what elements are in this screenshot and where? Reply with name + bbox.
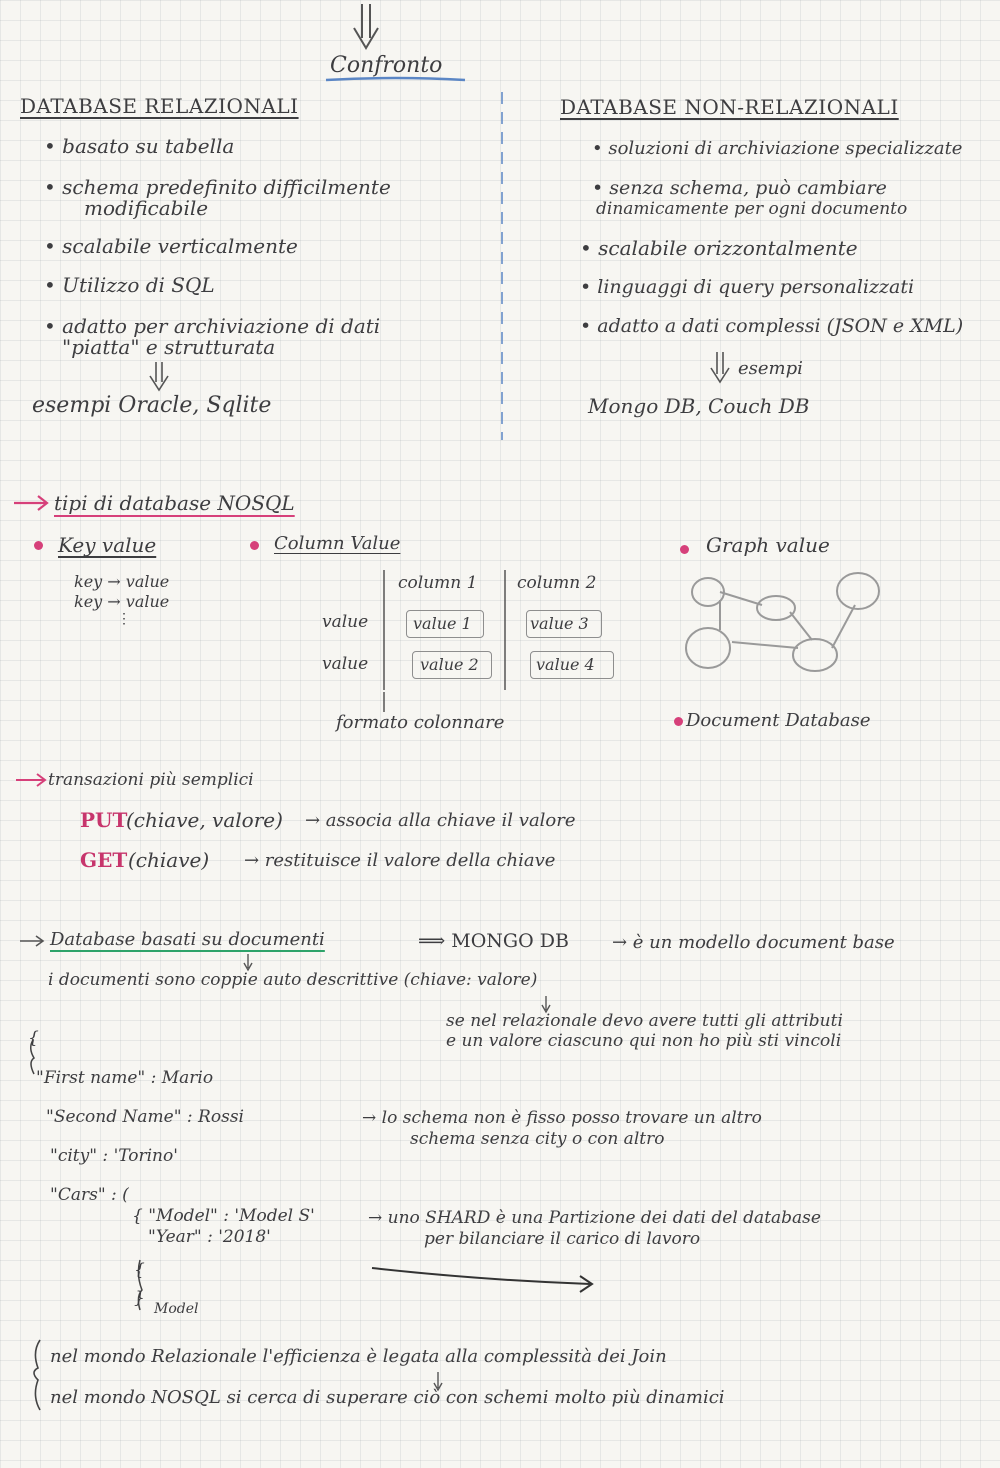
list-item: • basato su tabella <box>44 134 235 158</box>
get-keyword: GET <box>80 848 128 872</box>
row-label: value <box>322 654 369 674</box>
put-args: (chiave, valore) <box>126 808 283 832</box>
put-desc: → associa alla chiave il valore <box>305 810 576 831</box>
transactions-heading: transazioni più semplici <box>48 770 254 790</box>
json-line: "First name" : Mario <box>36 1068 214 1088</box>
mongodb-desc: → è un modello document base <box>612 932 895 953</box>
nonrelational-examples: Mongo DB, Couch DB <box>588 394 810 418</box>
list-item: • linguaggi di query personalizzati <box>580 276 915 298</box>
list-item-continuation: "piatta" e strutturata <box>62 335 276 359</box>
document-db-label: Document Database <box>686 710 871 731</box>
json-line: "Cars" : ( <box>50 1185 129 1205</box>
json-brace: } <box>134 1288 145 1308</box>
down-arrow-icon <box>244 954 252 970</box>
json-line: "Second Name" : Rossi <box>46 1107 244 1127</box>
get-args: (chiave) <box>128 848 210 872</box>
table-cell: value 2 <box>420 655 479 674</box>
json-line: "Year" : '2018' <box>148 1227 271 1247</box>
shard-note: per bilanciare il carico di lavoro <box>424 1229 701 1249</box>
footer-line: nel mondo Relazionale l'efficienza è legata alla complessità dei Join <box>50 1346 667 1367</box>
mongodb-label: ⟹ MONGO DB <box>418 930 569 952</box>
right-arrow-icon <box>14 496 47 510</box>
key-value-line: key → value <box>74 592 170 611</box>
shard-note: → uno SHARD è una Partizione dei dati del database <box>368 1208 821 1228</box>
down-arrow-icon <box>150 362 168 390</box>
column-header: column 1 <box>398 573 478 593</box>
down-arrow-icon <box>354 4 378 48</box>
column-value-label: Column Value <box>274 533 401 554</box>
pairs-line: i documenti sono coppie auto descrittive (chiave: valore) <box>48 970 538 990</box>
list-item-continuation: modificabile <box>84 196 209 220</box>
examples-label: esempi <box>738 358 803 379</box>
ellipsis: ⋮ <box>117 611 131 627</box>
list-item-continuation: dinamicamente per ogni documento <box>596 199 908 219</box>
nonrelational-heading: DATABASE NON-RELAZIONALI <box>560 95 899 119</box>
documents-heading: Database basati su documenti <box>50 929 325 950</box>
title-underline <box>326 78 465 80</box>
list-item: • scalabile orizzontalmente <box>580 236 858 260</box>
footer-line: nel mondo NOSQL si cerca di superare ciò con schemi molto più dinamici <box>50 1387 725 1408</box>
list-item: • scalabile verticalmente <box>44 234 298 258</box>
right-arrow-icon <box>16 774 45 786</box>
right-arrow-icon <box>372 1268 592 1292</box>
bullet-icon <box>34 541 43 550</box>
graph-value-label: Graph value <box>706 533 830 557</box>
list-item: • adatto per archiviazione di dati <box>44 314 381 338</box>
bullet-icon <box>680 545 689 554</box>
relational-examples: esempi Oracle, Sqlite <box>32 393 272 418</box>
footer-brace <box>34 1340 40 1410</box>
list-item: • schema predefinito difficilmente <box>44 175 391 199</box>
list-item: • soluzioni di archiviazione specializzate <box>592 138 963 159</box>
page-title: Confronto <box>330 53 443 78</box>
nosql-heading: tipi di database NOSQL <box>54 491 295 515</box>
schema-note: → lo schema non è fisso posso trovare un altro <box>362 1108 762 1128</box>
bullet-icon <box>250 541 259 550</box>
json-brace: { <box>28 1028 39 1048</box>
column-caption: formato colonnare <box>336 712 505 733</box>
down-arrow-icon <box>542 996 550 1012</box>
list-item: • Utilizzo di SQL <box>44 273 215 297</box>
table-cell: value 3 <box>530 614 589 633</box>
json-brace: { <box>134 1260 145 1280</box>
table-cell: value 4 <box>536 655 595 674</box>
key-value-line: key → value <box>74 572 170 591</box>
right-arrow-icon <box>20 936 43 946</box>
key-value-label: Key value <box>58 533 157 557</box>
graph-node-icon <box>686 573 879 671</box>
table-cell: value 1 <box>413 614 472 633</box>
column-header: column 2 <box>517 573 597 593</box>
note-line: se nel relazionale devo avere tutti gli attributi <box>446 1011 843 1031</box>
down-arrow-icon <box>711 352 729 382</box>
bullet-icon <box>674 717 683 726</box>
row-label: value <box>322 612 369 632</box>
put-keyword: PUT <box>80 808 128 832</box>
list-item: • senza schema, può cambiare <box>592 177 887 199</box>
relational-heading: DATABASE RELAZIONALI <box>20 94 299 118</box>
json-line: "city" : 'Torino' <box>50 1146 178 1166</box>
note-line: e un valore ciascuno qui non ho più sti vincoli <box>446 1031 842 1051</box>
list-item: • adatto a dati complessi (JSON e XML) <box>580 315 964 337</box>
get-desc: → restituisce il valore della chiave <box>244 850 556 871</box>
json-line: { "Model" : 'Model S' <box>132 1206 315 1226</box>
json-line: Model <box>154 1301 199 1317</box>
schema-note: schema senza city o con altro <box>410 1129 665 1149</box>
